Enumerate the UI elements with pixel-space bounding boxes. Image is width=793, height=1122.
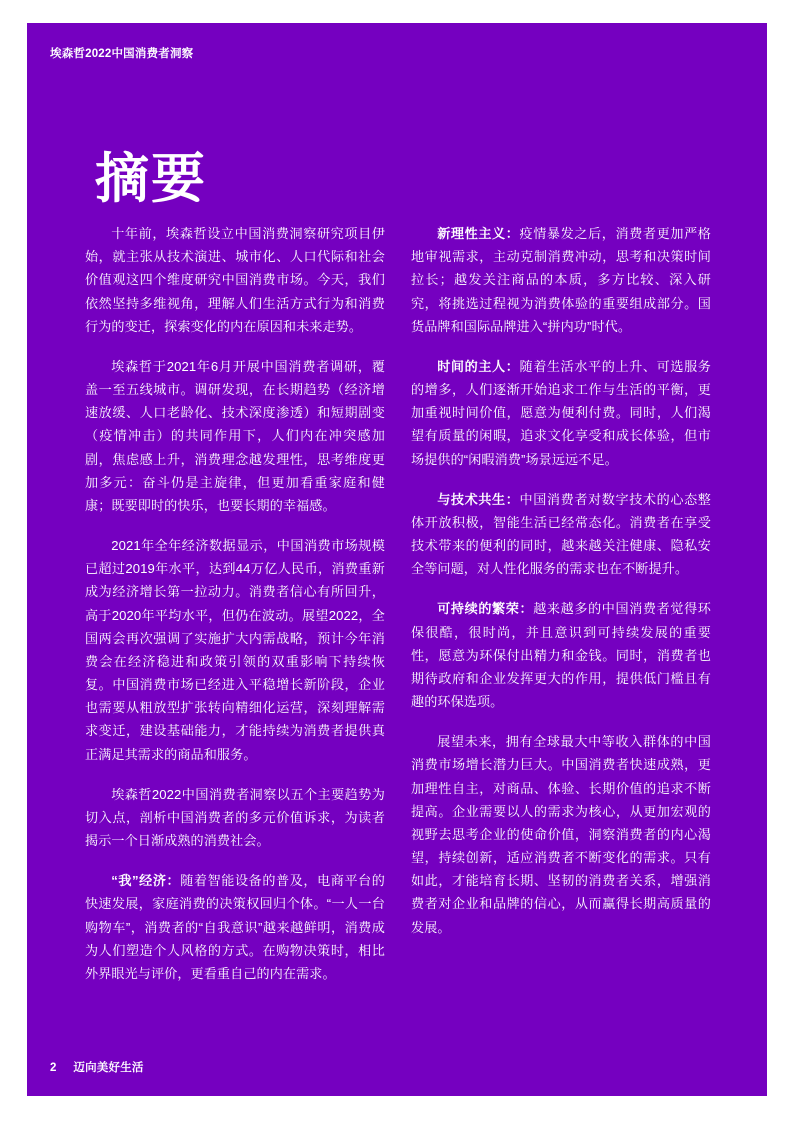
paragraph-lead-label: 可持续的繁荣： xyxy=(437,601,534,617)
paragraph-text: 十年前，埃森哲设立中国消费洞察研究项目伊始，就主张从技术演进、城市化、人口代际和社会价值观这四个维度研究中国消费市场。今天，我们依然坚持多维视角，理解人们生活方式行为和消费行为的变迁，探索变化的内在原因和未来走势。 xyxy=(85,226,385,334)
paragraph-text: 埃森哲2022中国消费者洞察以五个主要趋势为切入点，剖析中国消费者的多元价值诉求，为读者揭示一个日渐成熟的消费社会。 xyxy=(85,786,385,849)
paragraph-text: 中国消费者对数字技术的心态整体开放积极，智能生活已经常态化。消费者在享受技术带来的便利的同时，越来越关注健康、隐私安全等问题，对人性化服务的需求也在不断提升。 xyxy=(411,491,711,577)
body-paragraph xyxy=(85,534,385,766)
body-columns xyxy=(85,222,711,985)
paragraph-lead-label: 与技术共生： xyxy=(437,491,520,507)
document-page xyxy=(27,23,767,1096)
running-header xyxy=(50,45,650,65)
paragraph-lead-label: 新理性主义： xyxy=(437,226,520,241)
paragraph-text: 随着智能设备的普及，电商平台的快速发展，家庭消费的决策权回归个体。“一人一台购物车”，消费者的“自我意识”越来越鲜明，消费成为人们塑造个人风格的方式。在购物决策时，相比外界眼光与评价，更看重自己的内在需求。 xyxy=(85,873,386,981)
body-paragraph xyxy=(411,730,711,939)
trend-paragraph xyxy=(411,597,711,713)
paragraph-text: 展望未来，拥有全球最大中等收入群体的中国消费市场增长潜力巨大。中国消费者快速成熟，更加理性自主，对商品、体验、长期价值的追求不断提高。企业需要以人的需求为核心，从更加宏观的视野去思考企业的使命价值，洞察消费者的内心渴望，持续创新，适应消费者不断变化的需求。只有如此，才能培育长期、坚韧的消费者关系，增强消费者对企业和品牌的信心，从而赢得长期高质量的发展。 xyxy=(411,734,711,935)
paragraph-text: 随着生活水平的上升、可选服务的增多，人们逐渐开始追求工作与生活的平衡，更加重视时间价值，愿意为便利付费。同时，人们渴望有质量的闲暇，追求文化享受和成长体验，但市场提供的“闲暇消费”场景远远不足。 xyxy=(411,358,711,467)
page-footer xyxy=(50,1063,144,1075)
page-number: 2 xyxy=(50,1061,57,1074)
trend-paragraph xyxy=(85,869,385,985)
body-paragraph xyxy=(85,222,385,338)
body-paragraph xyxy=(85,783,385,853)
paragraph-lead-label: “我”经济： xyxy=(111,873,181,889)
paragraph-text: 埃森哲于2021年6月开展中国消费者调研，覆盖一至五线城市。调研发现，在长期趋势（经济增速放缓、人口老龄化、技术深度渗透）和短期剧变（疫情冲击）的共同作用下，人们内在冲突感加剧，焦虑感上升，消费理念越发理性，思考维度更加多元：奋斗仍是主旋律，但更加看重家庭和健康；既要即时的快乐，也要长期的幸福感。 xyxy=(85,358,385,513)
page-title: 摘要 xyxy=(95,149,207,209)
trend-paragraph xyxy=(411,488,711,581)
trend-paragraph xyxy=(411,355,711,471)
footer-title: 迈向美好生活 xyxy=(73,1061,144,1074)
right-text-column xyxy=(411,222,711,939)
running-header-text: 埃森哲2022中国消费者洞察 xyxy=(50,48,194,61)
left-text-column xyxy=(85,222,385,985)
trend-paragraph xyxy=(411,222,711,338)
paragraph-lead-label: 时间的主人： xyxy=(437,358,520,374)
paragraph-text: 2021年全年经济数据显示，中国消费市场规模已超过2019年水平，达到44万亿人民币，消费重新成为经济增长第一拉动力。消费者信心有所回升，高于2020年平均水平，但仍在波动。展望2022，全国两会再次强调了实施扩大内需战略，预计今年消费会在经济稳进和政策引领的双重影响下持续恢复。中国消费市场已经进入平稳增长新阶段，企业也需要从粗放型扩张转向精细化运营，深刻理解需求变迁，建设基础能力，才能持续为消费者提供真正满足其需求的商品和服务。 xyxy=(85,538,385,762)
paragraph-text: 越来越多的中国消费者觉得环保很酷，很时尚，并且意识到可持续发展的重要性，愿意为环保付出精力和金钱。同时，消费者也期待政府和企业发挥更大的作用，提供低门槛且有趣的环保选项。 xyxy=(411,601,711,710)
body-paragraph xyxy=(85,355,385,517)
paragraph-text: 疫情暴发之后，消费者更加严格地审视需求，主动克制消费冲动，思考和决策时间拉长；越发关注商品的本质，多方比较、深入研究，将挑选过程视为消费体验的重要组成部分。国货品牌和国际品牌进入“拼内功”时代。 xyxy=(411,226,711,334)
